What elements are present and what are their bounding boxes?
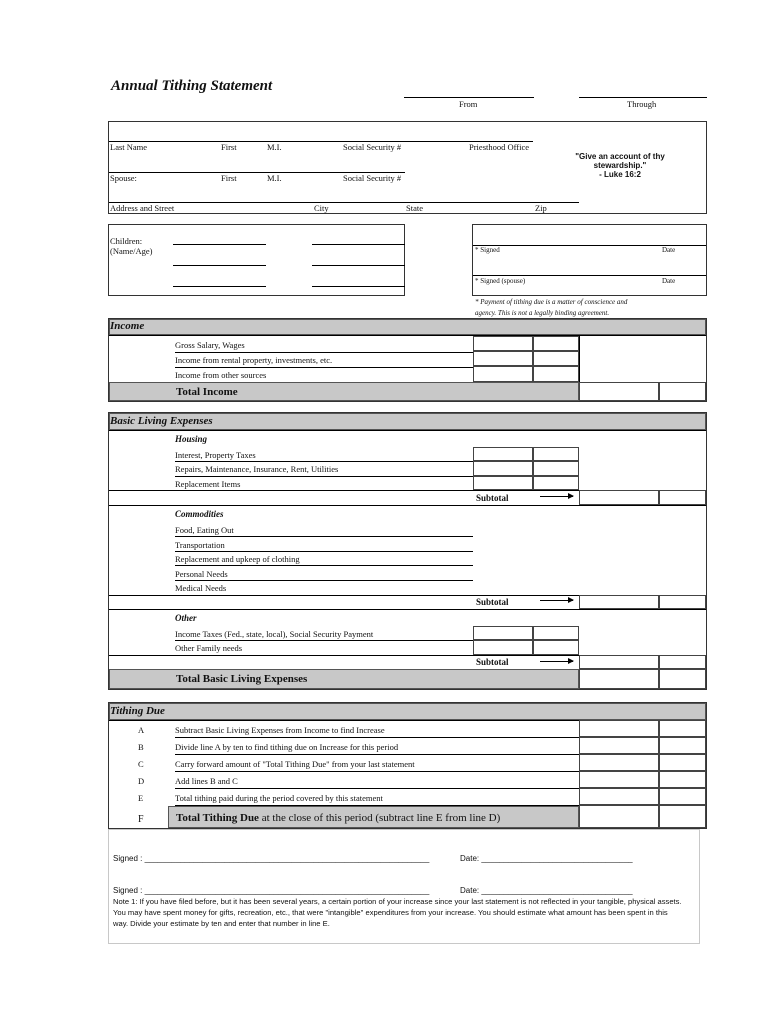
line-f-rest: at the close of this period (subtract line E from line D) bbox=[258, 812, 501, 824]
children-sublabel: (Name/Age) bbox=[110, 246, 153, 256]
expense-value-cell[interactable] bbox=[473, 640, 533, 655]
total-expenses-label: Total Basic Living Expenses bbox=[176, 673, 308, 685]
divider bbox=[175, 640, 473, 641]
expense-cents-cell[interactable] bbox=[533, 476, 579, 490]
divider bbox=[109, 505, 706, 506]
expense-cents-cell[interactable] bbox=[533, 447, 579, 461]
expense-row-label: Replacement Items bbox=[175, 479, 241, 489]
line-letter: F bbox=[138, 814, 144, 825]
child-line[interactable] bbox=[312, 286, 405, 287]
arrow-right-icon bbox=[540, 661, 573, 662]
disclaimer-line1: * Payment of tithing due is a matter of conscience and bbox=[475, 298, 628, 306]
divider bbox=[175, 580, 473, 581]
income-cents-cell[interactable] bbox=[533, 351, 579, 366]
commodities-title: Commodities bbox=[175, 509, 224, 519]
signed-label: * Signed bbox=[475, 246, 500, 254]
disclaimer-line2: agency. This is not a legally binding agreement. bbox=[475, 309, 610, 317]
tithing-title: Tithing Due bbox=[110, 705, 165, 717]
spouse-first-label: First bbox=[221, 173, 237, 183]
spouse-mi-label: M.I. bbox=[267, 173, 282, 183]
spouse-label: Spouse: bbox=[110, 173, 137, 183]
child-line[interactable] bbox=[173, 265, 266, 266]
divider bbox=[175, 565, 473, 566]
signature-box bbox=[472, 224, 707, 296]
expense-value-cell[interactable] bbox=[473, 626, 533, 640]
arrow-right-icon bbox=[540, 496, 573, 497]
divider bbox=[175, 551, 473, 552]
spouse-ssn-label: Social Security # bbox=[343, 173, 402, 183]
line-f-bold: Total Tithing Due bbox=[176, 812, 259, 824]
first-name-label: First bbox=[221, 142, 237, 152]
line-f-value[interactable] bbox=[579, 805, 659, 828]
signed-spouse-label: * Signed (spouse) bbox=[475, 277, 526, 285]
other-title: Other bbox=[175, 613, 197, 623]
tithing-line-f bbox=[176, 812, 500, 824]
expense-value-cell[interactable] bbox=[473, 476, 533, 490]
footer-note: Note 1: If you have filed before, but it has been several years, a certain portion of your increase since your last statement is not reflected in your tangible, physical assets. You may have spent money for gifts, recreation, etc., that were "intangible" expenditures from your increase. You should estimate what amount has been spent in this way. Divide your estimate by ten and enter that number in line E. bbox=[113, 897, 682, 928]
line-a-cents[interactable] bbox=[659, 720, 706, 737]
expense-row-label: Interest, Property Taxes bbox=[175, 450, 256, 460]
line-letter: A bbox=[138, 725, 145, 735]
line-e-cents[interactable] bbox=[659, 788, 706, 805]
address-line[interactable] bbox=[109, 202, 579, 203]
income-row-label: Income from other sources bbox=[175, 370, 267, 380]
tithing-line-d: Add lines B and C bbox=[175, 776, 238, 786]
spouse-date-label: Date bbox=[662, 277, 676, 285]
housing-subtotal-value[interactable] bbox=[579, 490, 659, 505]
line-d-cents[interactable] bbox=[659, 771, 706, 788]
expenses-title: Basic Living Expenses bbox=[110, 415, 213, 427]
expense-row-label: Repairs, Maintenance, Insurance, Rent, Utilities bbox=[175, 464, 339, 474]
tithing-line-a: Subtract Basic Living Expenses from Income to find Increase bbox=[175, 725, 385, 735]
arrow-right-icon bbox=[540, 600, 573, 601]
total-income-cents[interactable] bbox=[659, 382, 706, 401]
income-value-cell[interactable] bbox=[473, 336, 533, 351]
other-subtotal-value[interactable] bbox=[579, 655, 659, 669]
divider bbox=[175, 352, 473, 353]
income-title: Income bbox=[110, 320, 145, 332]
other-subtotal-cents[interactable] bbox=[659, 655, 706, 669]
footer-signed-line1[interactable]: Signed : ________________________________________________________________ bbox=[113, 854, 430, 863]
housing-title: Housing bbox=[175, 434, 208, 444]
total-income-label: Total Income bbox=[176, 386, 238, 398]
line-e-value[interactable] bbox=[579, 788, 659, 805]
from-label: From bbox=[459, 99, 478, 109]
divider bbox=[175, 788, 579, 789]
total-expenses-cents[interactable] bbox=[659, 669, 706, 689]
child-line[interactable] bbox=[312, 244, 405, 245]
divider bbox=[175, 367, 473, 368]
income-cents-cell[interactable] bbox=[533, 366, 579, 382]
divider bbox=[175, 476, 473, 477]
total-income-value[interactable] bbox=[579, 382, 659, 401]
expense-row-label: Replacement and upkeep of clothing bbox=[175, 554, 300, 564]
line-letter: B bbox=[138, 742, 144, 752]
expense-row-label: Food, Eating Out bbox=[175, 525, 234, 535]
expense-cents-cell[interactable] bbox=[533, 640, 579, 655]
tithing-line-b: Divide line A by ten to find tithing due on Increase for this period bbox=[175, 742, 399, 752]
footer-signed-line2[interactable]: Signed : ________________________________________________________________ bbox=[113, 886, 430, 895]
children-label: Children: bbox=[110, 236, 143, 246]
footer-date-line2[interactable]: Date: __________________________________ bbox=[460, 886, 633, 895]
line-b-value[interactable] bbox=[579, 737, 659, 754]
line-letter: C bbox=[138, 759, 144, 769]
through-label: Through bbox=[627, 99, 657, 109]
line-c-cents[interactable] bbox=[659, 754, 706, 771]
spouse-signature-line[interactable] bbox=[473, 275, 706, 276]
address-label: Address and Street bbox=[110, 203, 175, 213]
scripture-quote: "Give an account of thy stewardship." - Luke 16:2 bbox=[575, 152, 665, 179]
city-label: City bbox=[314, 203, 329, 213]
line-a-value[interactable] bbox=[579, 720, 659, 737]
expense-value-cell[interactable] bbox=[473, 461, 533, 476]
last-name-label: Last Name bbox=[110, 142, 148, 152]
income-header-band bbox=[109, 319, 706, 335]
priesthood-office-label: Priesthood Office bbox=[469, 142, 530, 152]
date-label: Date bbox=[662, 246, 676, 254]
line-b-cents[interactable] bbox=[659, 737, 706, 754]
expense-value-cell[interactable] bbox=[473, 447, 533, 461]
tithing-header-band bbox=[109, 703, 706, 720]
expense-cents-cell[interactable] bbox=[533, 626, 579, 640]
other-subtotal-label: Subtotal bbox=[476, 657, 509, 667]
divider bbox=[175, 771, 579, 772]
divider bbox=[109, 335, 706, 336]
ssn-label: Social Security # bbox=[343, 142, 402, 152]
child-line[interactable] bbox=[173, 286, 266, 287]
income-row-label: Gross Salary, Wages bbox=[175, 340, 245, 350]
child-line[interactable] bbox=[173, 244, 266, 245]
expense-row-label: Personal Needs bbox=[175, 569, 228, 579]
line-f-cents[interactable] bbox=[659, 805, 706, 828]
expense-row-label: Other Family needs bbox=[175, 643, 243, 653]
commodities-subtotal-cents[interactable] bbox=[659, 595, 706, 609]
expense-row-label: Transportation bbox=[175, 540, 225, 550]
housing-subtotal-cents[interactable] bbox=[659, 490, 706, 505]
total-expenses-value[interactable] bbox=[579, 669, 659, 689]
divider bbox=[109, 430, 706, 431]
divider bbox=[175, 536, 473, 537]
line-d-value[interactable] bbox=[579, 771, 659, 788]
expense-cents-cell[interactable] bbox=[533, 461, 579, 476]
divider bbox=[109, 609, 706, 610]
commodities-subtotal-label: Subtotal bbox=[476, 597, 509, 607]
tithing-line-c: Carry forward amount of "Total Tithing Due" from your last statement bbox=[175, 759, 415, 769]
page-title: Annual Tithing Statement bbox=[111, 78, 273, 94]
housing-subtotal-label: Subtotal bbox=[476, 493, 509, 503]
mi-label: M.I. bbox=[267, 142, 282, 152]
from-date-line[interactable] bbox=[404, 97, 534, 98]
zip-label: Zip bbox=[535, 203, 547, 213]
commodities-subtotal-value[interactable] bbox=[579, 595, 659, 609]
child-line[interactable] bbox=[312, 265, 405, 266]
divider bbox=[175, 461, 473, 462]
income-value-cell[interactable] bbox=[473, 351, 533, 366]
divider bbox=[175, 754, 579, 755]
income-cents-cell[interactable] bbox=[533, 336, 579, 351]
state-label: State bbox=[406, 203, 423, 213]
tithing-line-e: Total tithing paid during the period covered by this statement bbox=[175, 793, 383, 803]
expense-row-label: Income Taxes (Fed., state, local), Social Security Payment bbox=[175, 629, 374, 639]
footer-date-line1[interactable]: Date: __________________________________ bbox=[460, 854, 633, 863]
through-date-line[interactable] bbox=[579, 97, 707, 98]
income-value-cell[interactable] bbox=[473, 366, 533, 382]
expense-row-label: Medical Needs bbox=[175, 583, 227, 593]
divider bbox=[579, 336, 580, 382]
income-row-label: Income from rental property, investments, etc. bbox=[175, 355, 333, 365]
line-letter: D bbox=[138, 776, 145, 786]
line-c-value[interactable] bbox=[579, 754, 659, 771]
line-letter: E bbox=[138, 793, 144, 803]
divider bbox=[175, 737, 579, 738]
